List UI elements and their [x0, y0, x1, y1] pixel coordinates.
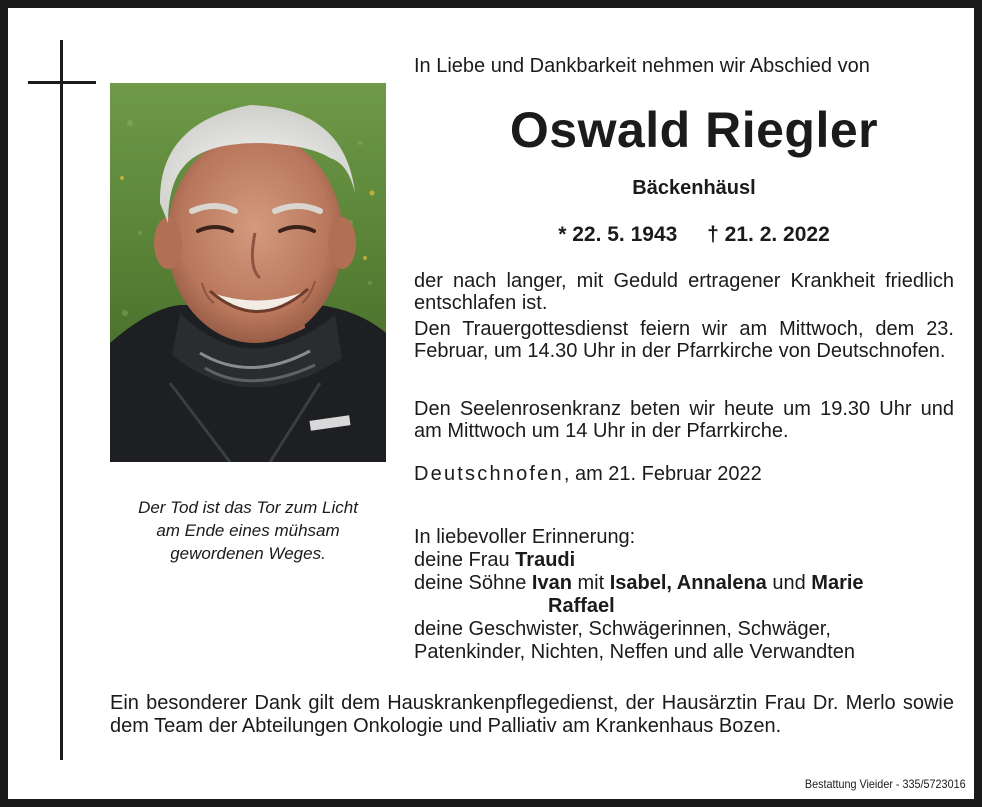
- mourner-sons: [414, 572, 954, 595]
- mourner-relatives: Patenkinder, Nichten, Neffen und alle Verwandten: [414, 641, 856, 663]
- deceased-nickname: Bäckenhäusl: [632, 177, 756, 199]
- intro-text: In Liebe und Dankbarkeit nehmen wir Abschied von: [414, 55, 870, 77]
- mourner-name: Isabel, Annalena: [609, 572, 767, 594]
- quote-line: gewordenen Weges.: [170, 544, 326, 563]
- rosary-text: Den Seelenrosenkranz beten wir heute um 19.30 Uhr und am Mittwoch um 14 Uhr in der Pfarrkirche.: [414, 398, 954, 442]
- mourner-prefix: deine Söhne: [414, 572, 532, 594]
- notice-date: , am 21. Februar 2022: [563, 463, 762, 485]
- portrait-photo: [110, 83, 386, 462]
- quote-line: am Ende eines mühsam: [156, 521, 340, 540]
- mourner-name: Ivan: [531, 572, 572, 594]
- mourners-list: [414, 526, 954, 664]
- place-name: Deutschnofen: [414, 463, 564, 485]
- funeral-service-text: Den Trauergottesdienst feiern wir am Mittwoch, dem 23. Februar, um 14.30 Uhr in der Pfarrkirche von Deutschnofen.: [414, 318, 954, 362]
- mourner-name: Marie: [811, 572, 864, 594]
- mourner-name: Traudi: [515, 549, 576, 571]
- birth-date: * 22. 5. 1943: [558, 223, 678, 246]
- cross-vertical-bar: [60, 40, 63, 760]
- passing-text: der nach langer, mit Geduld ertragener Krankheit friedlich entschlafen ist.: [414, 270, 954, 314]
- obituary-card: [8, 8, 974, 799]
- mourner-connector: mit: [571, 572, 610, 594]
- mourner-connector: und: [766, 572, 812, 594]
- mourner-sons-continued: [414, 595, 954, 618]
- mourner-prefix: deine Frau: [414, 549, 516, 571]
- place-and-date: [414, 462, 762, 486]
- memorial-quote: [100, 496, 396, 565]
- life-dates: [414, 222, 974, 248]
- cross-horizontal-bar: [28, 81, 96, 84]
- mourners-heading: In liebevoller Erinnerung:: [414, 526, 636, 548]
- mourner-siblings: deine Geschwister, Schwägerinnen, Schwäger,: [414, 618, 831, 640]
- mourner-name: Raffael: [548, 595, 615, 617]
- deceased-name: Oswald Riegler: [509, 102, 879, 158]
- mourner-wife: [414, 549, 954, 572]
- quote-line: Der Tod ist das Tor zum Licht: [138, 498, 358, 517]
- acknowledgement-text: Ein besonderer Dank gilt dem Hauskrankenpflegedienst, der Hausärztin Frau Dr. Merlo sowie dem Team der Abteilungen Onkologie und Palliativ am Krankenhaus Bozen.: [110, 692, 954, 737]
- funeral-home-credit: Bestattung Vieider - 335/5723016: [805, 777, 966, 791]
- death-date: † 21. 2. 2022: [707, 223, 830, 246]
